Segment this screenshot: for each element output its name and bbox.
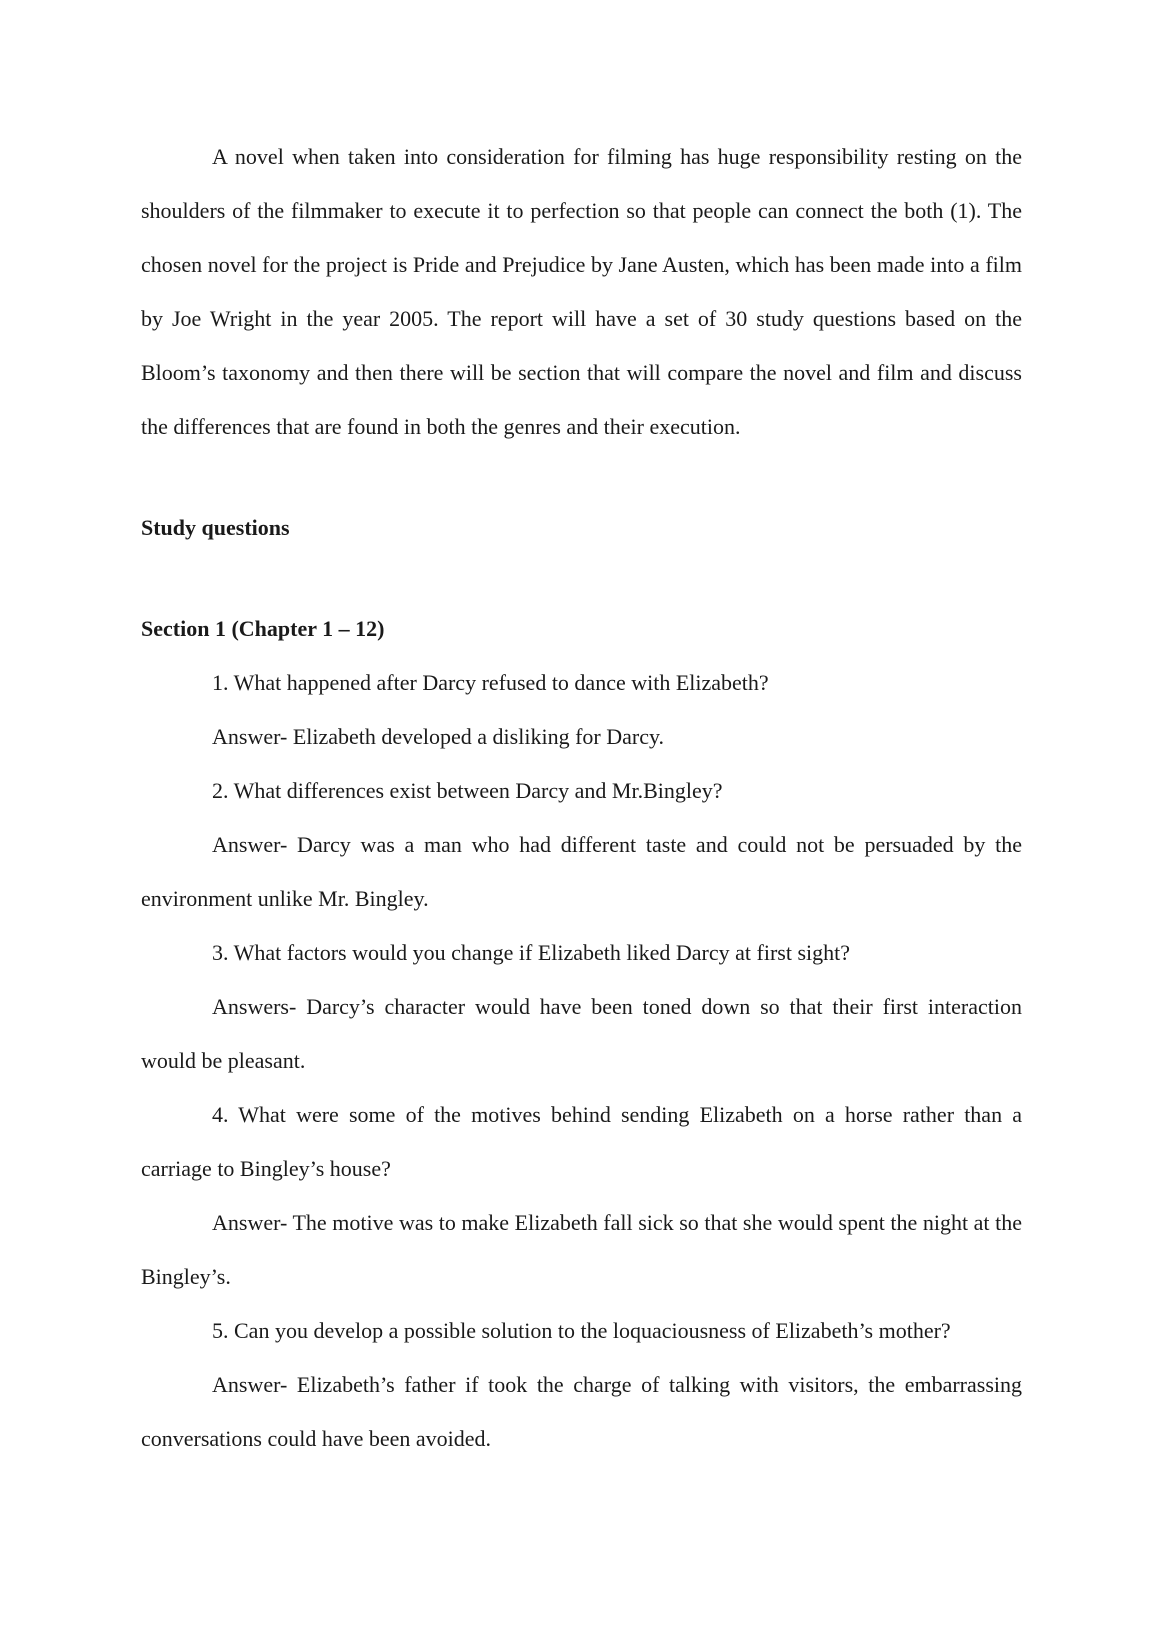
spacer — [141, 454, 1022, 501]
study-questions-heading: Study questions — [141, 515, 290, 540]
answer-1: Answer- Elizabeth developed a disliking for Darcy. — [212, 724, 665, 749]
question-2: 2. What differences exist between Darcy and Mr.Bingley? — [212, 778, 723, 803]
spacer — [141, 555, 1022, 602]
question-1: 1. What happened after Darcy refused to dance with Elizabeth? — [212, 670, 769, 695]
question-4: 4. What were some of the motives behind sending Elizabeth on a horse rather than a carriage to Bingley’s house? — [141, 1102, 1022, 1181]
answer-5: Answer- Elizabeth’s father if took the charge of talking with visitors, the embarrassing conversations could have been avoided. — [141, 1372, 1022, 1451]
answer-2: Answer- Darcy was a man who had different taste and could not be persuaded by the environment unlike Mr. Bingley. — [141, 832, 1022, 911]
answer-4: Answer- The motive was to make Elizabeth fall sick so that she would spent the night at the Bingley’s. — [141, 1210, 1022, 1289]
question-5: 5. Can you develop a possible solution to the loquaciousness of Elizabeth’s mother? — [212, 1318, 951, 1343]
document-page — [141, 130, 1022, 1466]
section-heading: Section 1 (Chapter 1 – 12) — [141, 616, 385, 641]
intro-paragraph: A novel when taken into consideration for filming has huge responsibility resting on the shoulders of the filmmaker to execute it to perfection so that people can connect the both (1). The chosen novel for the project is Pride and Prejudice by Jane Austen, which has been made into a film by Joe Wright in the year 2005. The report will have a set of 30 study questions based on the Bloom’s taxonomy and then there will be section that will compare the novel and film and discuss the differences that are found in both the genres and their execution. — [141, 144, 1022, 439]
answer-3: Answers- Darcy’s character would have been toned down so that their first interaction would be pleasant. — [141, 994, 1022, 1073]
question-3: 3. What factors would you change if Elizabeth liked Darcy at first sight? — [212, 940, 850, 965]
